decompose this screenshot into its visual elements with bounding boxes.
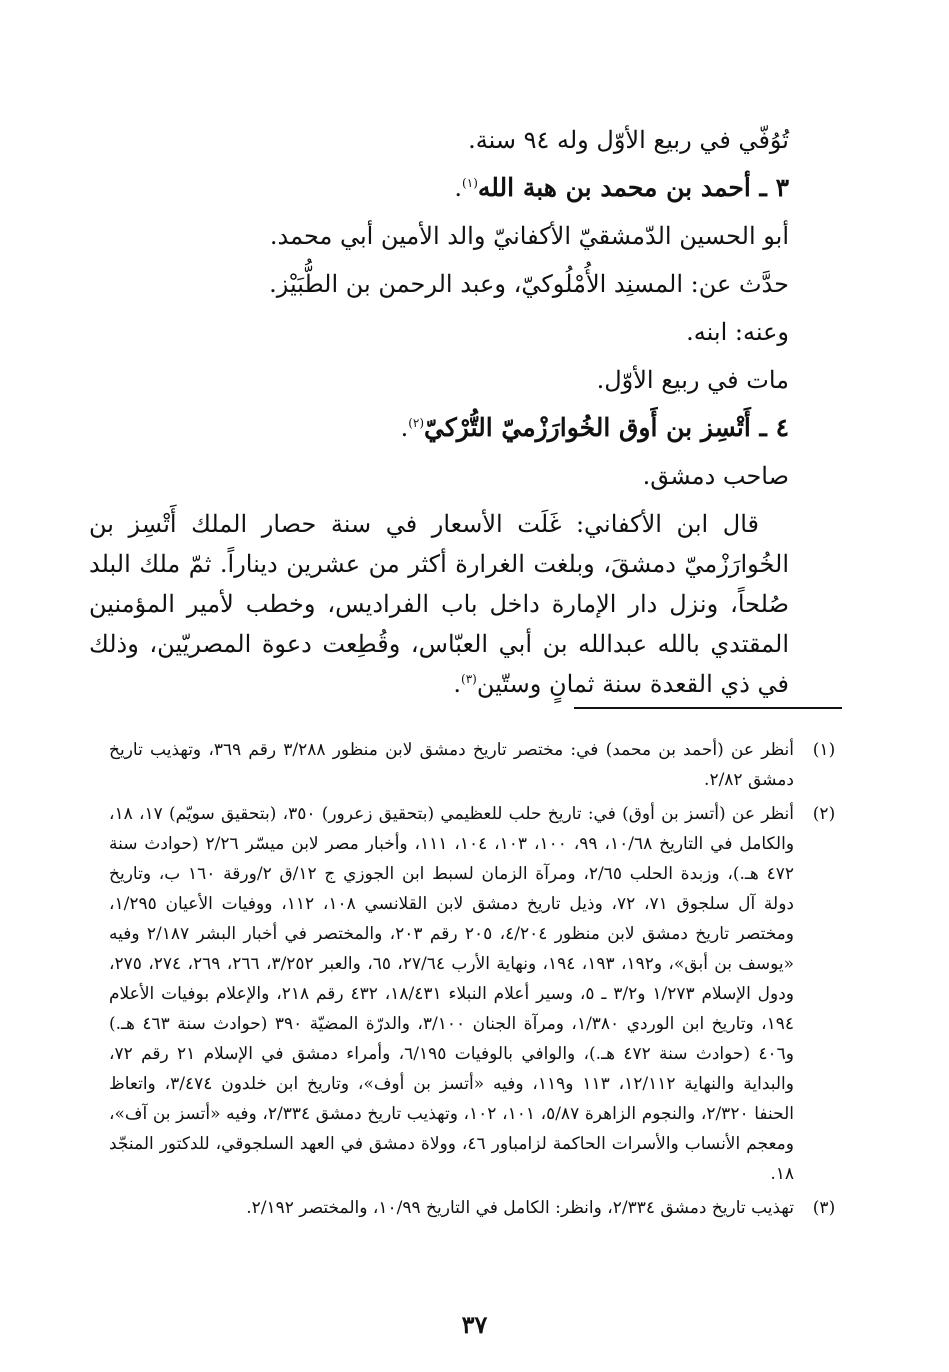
footnote-text: أنظر عن (أحمد بن محمد) في: مختصر تاريخ دمشق لابن منظور ٣/٢٨٨ رقم ٣٦٩، وتهذيب تاريخ دمشق ٢/٨٢. — [109, 740, 794, 790]
footnote-1 — [109, 735, 844, 795]
entry-4-title: ٤ ـ أَتْسِز بن أَوق الخُوارَزْميّ التُّرْكيّ — [424, 413, 789, 442]
entry-3-heading — [89, 168, 789, 208]
main-text — [89, 120, 789, 712]
entry-4-heading — [89, 408, 789, 448]
death-line-previous-entry: تُوُفّي في ربيع الأوّل وله ٩٤ سنة. — [468, 126, 789, 154]
entry-3-title-end: . — [454, 174, 463, 202]
page-number: ٣٧ — [461, 1310, 488, 1339]
footnote-3 — [109, 1193, 844, 1223]
footnote-number: (٢) — [812, 804, 836, 824]
footnote-ref-2[interactable]: (٢) — [408, 416, 425, 430]
footnotes — [109, 735, 844, 1227]
footnote-number: (٣) — [812, 1198, 836, 1218]
entry-4-paragraph-end: . — [453, 670, 462, 698]
footnote-text: تهذيب تاريخ دمشق ٢/٣٣٤، وانظر: الكامل في التاريخ ١٠/٩٩، والمختصر ٢/١٩٢. — [246, 1198, 794, 1218]
entry-3-title: ٣ ـ أحمد بن محمد بن هبة الله — [477, 173, 789, 202]
entry-4-paragraph — [89, 504, 789, 704]
entry-3-death: مات في ربيع الأوّل. — [596, 366, 789, 394]
footnote-ref-1[interactable]: (١) — [462, 176, 478, 190]
entry-4-title-end: . — [400, 414, 409, 442]
entry-3-teachers: حدَّث عن: المسنِد الأُمْلُوكيّ، وعبد الرحمن بن الطُّبَيْز. — [269, 270, 789, 298]
footnote-text: أنظر عن (أتسز بن أوق) في: تاريخ حلب للعظيمي (بتحقيق زعرور) ٣٥٠، (بتحقيق سويّم) ١٧، ١٨، والكامل في التاريخ ١٠/٦٨، ٩٩، ١٠٠، ١٠٣، ١٠٤، ١١١، وأخبار مصر لابن ميسّر ٢/٢٦ (حوادث سنة ٤٧٢ هـ.)، وزبدة الحلب ٢/٦٥، ومرآة الزمان لسبط ابن الجوزي ج ١٢/ق ٢/ورقة ١٦٠ ب، وتاريخ دولة آل سلجوق ٧١، ٧٢، وذيل تاريخ دمشق لابن القلانسي ١٠٨، ١١٢، ووفيات الأعيان ١/٢٩٥، ومختصر تاريخ دمشق لابن منظور ٤/٢٠٤، ٢٠٥ رقم ٢٠٣، والمختصر في أخبار البشر ٢/١٨٧ وفيه «يوسف بن أبق»، و١٩٢، ١٩٣، ١٩٤، ونهاية الأرب ٢٧/٦٤، ٦٥، والعبر ٣/٢٥٢، ٢٦٦، ٢٦٩، ٢٧٤، ٢٧٥، ودول الإسلام ١/٢٧٣ و٣/٢ ـ ٥، وسير أعلام النبلاء ١٨/٤٣١، ٤٣٢ رقم ٢١٨، والإعلام بوفيات الأعلام ١٩٤، وتاريخ ابن الوردي ١/٣٨٠، ومرآة الجنان ٣/١٠٠، والدرّة المضيّة ٣٩٠ (حوادث سنة ٤٦٣ هـ.) و٤٠٦ (حوادث سنة ٤٧٢ هـ.)، والوافي بالوفيات ٦/١٩٥، وأمراء دمشق في الإسلام ٢١ رقم ٧٢، والبداية والنهاية ١٢/١١٢، ١١٣ و١١٩، وفيه «أتسز بن أوف»، وتاريخ ابن خلدون ٣/٤٧٤، واتعاظ الحنفا ٢/٣٢٠، والنجوم الزاهرة ٥/٨٧، ١٠١، ١٠٢، وتهذيب تاريخ دمشق ٢/٣٣٤، وفيه «أتسز بن آف»، ومعجم الأنساب والأسرات الحاكمة لزامباور ٤٦، وولاة دمشق في العهد السلجوقي، للدكتور المنجّد ١٨. — [109, 804, 795, 1184]
footnote-number: (١) — [812, 740, 836, 760]
entry-4-description: صاحب دمشق. — [642, 462, 789, 490]
footnote-separator — [574, 707, 842, 709]
footnote-ref-3[interactable]: (٣) — [461, 672, 477, 686]
footnote-2 — [109, 799, 844, 1189]
entry-4-paragraph-text: قال ابن الأكفاني: غَلَت الأسعار في سنة حصار الملك أَتْسِز بن الخُوارَزْميّ دمشقَ، وبلغت الغرارة أكثر من عشرين ديناراً. ثمّ ملك البلد صُلحاً، ونزل دار الإمارة داخل باب الفراديس، وخطب لأمير المؤمنين المقتدي بالله عبدالله بن أبي العبّاس، وقُطِعت دعوة المصريّين، وذلك في ذي القعدة سنة ثمانٍ وستّين — [89, 510, 789, 698]
entry-3-students: وعنه: ابنه. — [686, 318, 789, 346]
entry-3-kunya: أبو الحسين الدّمشقيّ الأكفانيّ والد الأمين أبي محمد. — [269, 222, 789, 250]
